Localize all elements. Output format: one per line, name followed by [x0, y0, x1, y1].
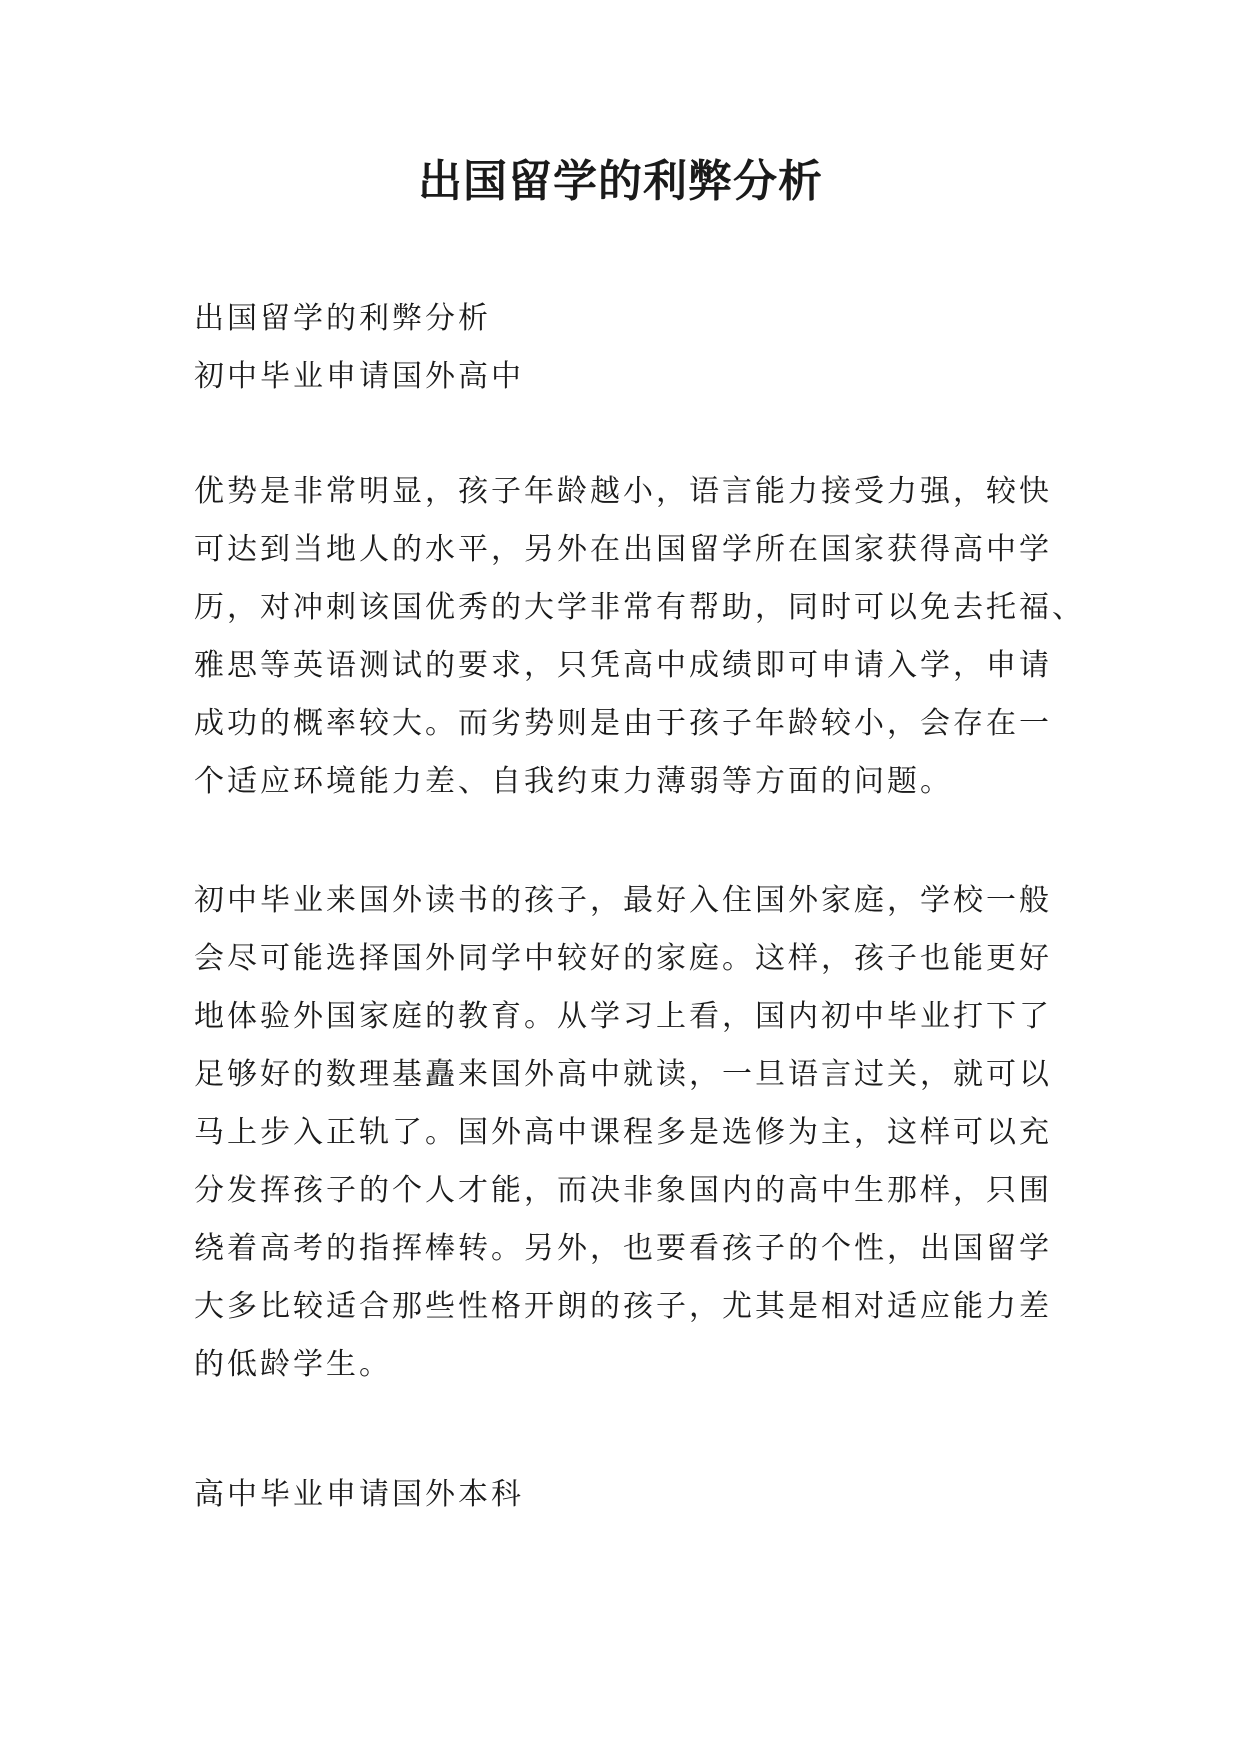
paragraph-line: 成功的概率较大。而劣势则是由于孩子年龄较小，会存在一 [194, 706, 1052, 741]
document-title: 出国留学的利弊分析 [418, 156, 823, 207]
paragraph-line: 会尽可能选择国外同学中较好的家庭。这样，孩子也能更好 [194, 941, 1052, 976]
paragraph-line: 初中毕业来国外读书的孩子，最好入住国外家庭，学校一般 [194, 883, 1052, 918]
section-heading-junior-text: 初中毕业申请国外高中 [194, 359, 524, 394]
paragraph-line: 足够好的数理基矗来国外高中就读，一旦语言过关，就可以 [194, 1057, 1052, 1092]
subtitle-main [194, 290, 1060, 348]
subtitle-main-text: 出国留学的利弊分析 [194, 301, 491, 336]
paragraph-line: 历，对冲刺该国优秀的大学非常有帮助，同时可以免去托福、 [194, 590, 1085, 625]
paragraph-line: 马上步入正轨了。国外高中课程多是选修为主，这样可以充 [194, 1115, 1052, 1150]
paragraph-line: 大多比较适合那些性格开朗的孩子，尤其是相对适应能力差 [194, 1289, 1052, 1324]
paragraph-line: 优势是非常明显，孩子年龄越小，语言能力接受力强，较快 [194, 474, 1052, 509]
paragraph-line: 绕着高考的指挥棒转。另外，也要看孩子的个性，出国留学 [194, 1231, 1052, 1266]
section-heading-senior [194, 1466, 1060, 1524]
paragraph-line: 的低龄学生。 [194, 1347, 392, 1382]
paragraph-line: 地体验外国家庭的教育。从学习上看，国内初中毕业打下了 [194, 999, 1052, 1034]
paragraph-junior-advantages [194, 463, 1085, 811]
paragraph-junior-homestay [194, 872, 1060, 1394]
paragraph-line: 雅思等英语测试的要求，只凭高中成绩即可申请入学，申请 [194, 648, 1052, 683]
section-heading-senior-text: 高中毕业申请国外本科 [194, 1477, 524, 1512]
paragraph-line: 个适应环境能力差、自我约束力薄弱等方面的问题。 [194, 764, 953, 799]
paragraph-line: 可达到当地人的水平，另外在出国留学所在国家获得高中学 [194, 532, 1052, 567]
paragraph-line: 分发挥孩子的个人才能，而决非象国内的高中生那样，只围 [194, 1173, 1052, 1208]
section-heading-junior [194, 348, 1060, 406]
